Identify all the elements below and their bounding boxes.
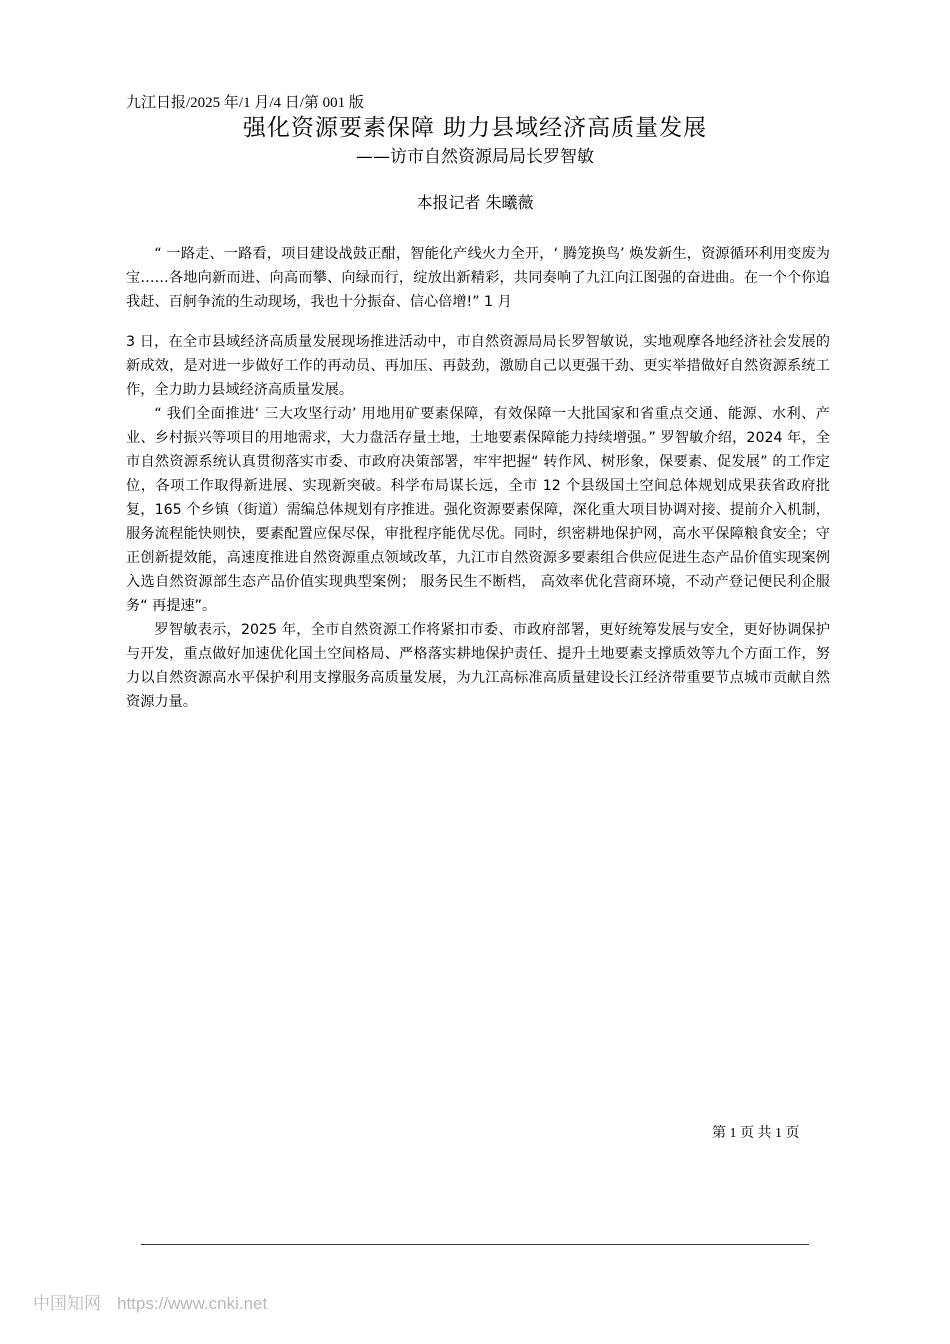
article-byline: 本报记者 朱曦薇 bbox=[416, 193, 534, 212]
publication-source: 九江日报/2025 年/1 月/4 日/第 001 版 bbox=[126, 95, 364, 111]
paragraph: “ 一路走、一路看，项目建设战鼓正酣，智能化产线火力全开，‘ 腾笼换鸟’ 焕发新生，资源循环利用变废为宝……各地向新而进、向高而攀、向绿而行，绽放出新精彩，共同奏响了九江向江图强的奋进曲。在一个个你追我赶、百舸争流的生动现场，我也十分振奋、信心倍增!” 1 月 bbox=[126, 246, 830, 310]
article-title: 强化资源要素保障 助力县域经济高质量发展 bbox=[242, 115, 708, 141]
watermark-name: 中国知网 bbox=[33, 1294, 101, 1313]
page-counter: 第 1 页 共 1 页 bbox=[712, 1126, 800, 1141]
watermark-url: https://www.cnki.net bbox=[117, 1294, 268, 1313]
article-body bbox=[126, 330, 830, 714]
article-subtitle: ——访市自然资源局局长罗智敏 bbox=[356, 147, 594, 167]
cnki-watermark bbox=[33, 1293, 267, 1315]
paragraph: 3 日，在全市县域经济高质量发展现场推进活动中，市自然资源局局长罗智敏说，实地观摩各地经济社会发展的新成效，是对进一步做好工作的再动员、再加压、再鼓劲，激励自己以更强干劲、更实举措做好自然资源系统工作，全力助力县域经济高质量发展。 bbox=[126, 334, 830, 398]
paragraph: 罗智敏表示，2025 年，全市自然资源工作将紧扣市委、市政府部署，更好统筹发展与安全，更好协调保护与开发，重点做好加速优化国土空间格局、严格落实耕地保护责任、提升土地要素支撑质效等九个方面工作，努力以自然资源高水平保护利用支撑服务高质量发展，为九江高标准高质量建设长江经济带重要节点城市贡献自然资源力量。 bbox=[126, 622, 830, 710]
article-body-intro bbox=[126, 242, 830, 314]
footer-divider bbox=[141, 1244, 809, 1245]
paragraph: “ 我们全面推进‘ 三大攻坚行动’ 用地用矿要素保障，有效保障一大批国家和省重点交通、能源、水利、产业、乡村振兴等项目的用地需求，大力盘活存量土地，土地要素保障能力持续增强。” 罗智敏介绍，2024 年，全市自然资源系统认真贯彻落实市委、市政府决策部署，牢牢把握“ 转作风、树形象，保要素、促发展” 的工作定位，各项工作取得新进展、实现新突破。科学布局谋长远，全市 12 个县级国土空间总体规划成果获省政府批复，165 个乡镇（街道）需编总体规划有序推进。强化资源要素保障，深化重大项目协调对接、提前介入机制，服务流程能快则快，要素配置应保尽保，审批程序能优尽优。同时，织密耕地保护网，高水平保障粮食安全；守正创新提效能，高速度推进自然资源重点领域改革，九江市自然资源多要素组合供应促进生态产品价值实现案例入选自然资源部生态产品价值实现典型案例； 服务民生不断档， 高效率优化营商环境，不动产登记便民利企服务“ 再提速”。 bbox=[126, 406, 830, 614]
